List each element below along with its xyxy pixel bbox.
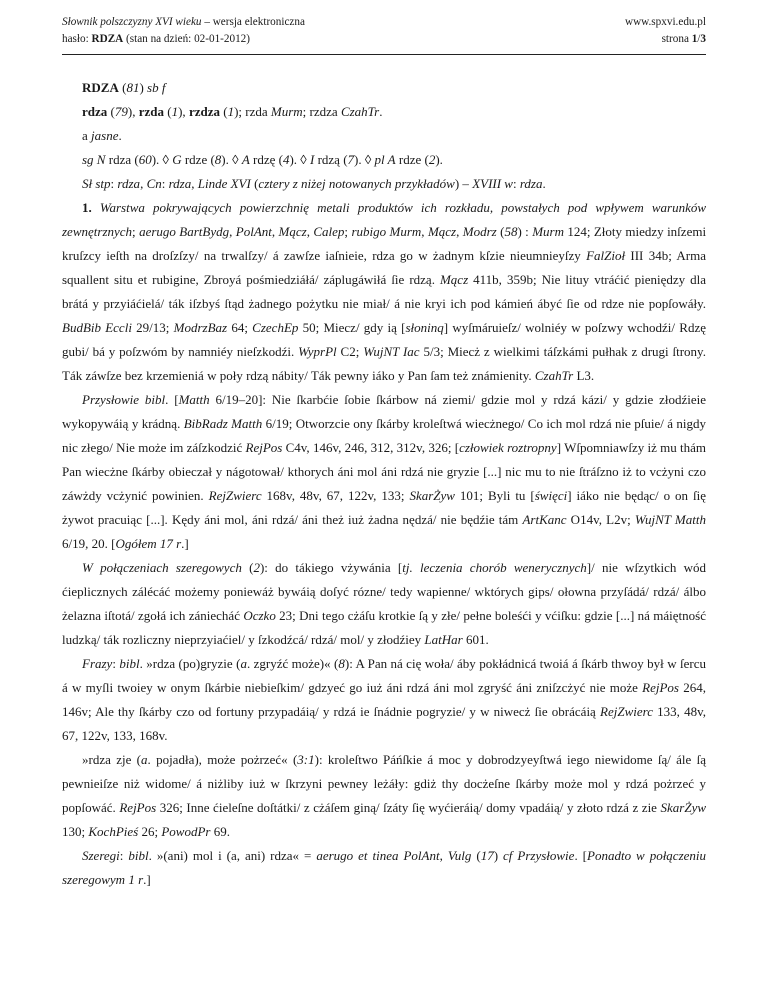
page-number — [625, 31, 706, 48]
entry-status-date: (stan na dzień: 02-01-2012) — [123, 33, 250, 45]
entry-label: hasło: — [62, 33, 92, 45]
entry-headword-line: RDZA (81) sb f — [82, 80, 166, 95]
entry-sense-1: 1. Warstwa pokrywających powierzchnię metali produktów ich rozkładu, powstałych pod wpływem warunków zewnętrznych; aerugo BartBydg, PolAnt, Mącz, Calep; rubigo Murm, Mącz, Modrz (58) : Murm 124; Złoty miedzy inſzemi kruſzcy ieſth na droſzſzy/ na trwalſzy/ á zawſze iaſnieie, rdza go w żadnym kſzie nieumnieyſzy FalZioł III 34b; Arma squallent situ et rubigine, Zbroyá pośmiedziáłá/ záplugáwiłá ſie rdzą. Mącz 411b, 359b; Nie lituy vtráćić pieniędzy dla brátá y przyiáćielá/ ták iſzbyś ſtąd żadnego pożytku nie miał/ á nie kryi ich pod kámień ábyć ſie od rdze nie popſowáły. BudBib Eccli 29/13; ModrzBaz 64; CzechEp 50; Miecz/ gdy ią [słoninq] wyſmáruieſz/ wolniéy w poſzwy wchodźi/ Rdzę gubi/ bá y poſzwóm by namniéy nieſzkodźi. WyprPl C2; WujNT Iac 5/3; Miecż z wielkimi táſzkámi pułhak z drugi ſtrony. Ták záwſze bez krzemieniá w poły rdzą nábity/ Ták pewny iáko y Pan ſam też známienity. CzahTr L3. — [62, 200, 707, 383]
entry-inflection: sg N rdza (60). ◊ G rdze (8). ◊ A rdzę (4). ◊ I rdzą (7). ◊ pl A rdze (2). — [82, 152, 443, 167]
header-entry-info — [62, 31, 305, 48]
page-current: 1 — [691, 33, 698, 45]
header-right — [625, 14, 706, 48]
entry-headword: RDZA — [91, 33, 124, 45]
entry-phrases-2: »rdza zje (a. pojadła), może pożrzeć« (3:1): kroleſtwo Páńſkie á moc y dobrodzyeyſtwá iego niewidome ſą/ ále ſą pewnieiſze niż widome/ á niżliby iuż w ſkrzyni pewney leżáły: gdiż thy docżeſne ſkárby może mol y rdzá pożrzeć y popſowáć. RejPos 326; Inne ćieleſne doſtátki/ z cżáſem giną/ ſzáty ſię wyćieráią/ domy vpadáią/ y złoto rdzá z zie SkarŻyw 130; KochPieś 26; PowodPr 69. — [62, 752, 707, 839]
header-left — [62, 14, 305, 48]
page-header — [62, 14, 706, 55]
site-url[interactable]: www.spxvi.edu.pl — [625, 16, 706, 28]
dictionary-version: – wersja elektroniczna — [201, 16, 305, 28]
entry-series-connections: W połączeniach szeregowych (2): do tákiego vżywánia [tj. leczenia chorób wenerycznych]/ nie wſzytkich wód ćieplicznych zálécáć możemy poniewáż bywáią doſyć rózne/ tedy wapienne/ wktórych gips/ ołowna przyſádá/ rdzá/ álbo żelazna iſtotá/ zgołá ich zánieсháć Oczko 23; Dni tego cżáſu krotkie ſą y złe/ pełne boleśći y vćiſku: gdzie [...] ná máiętność ludzką/ ták rozliczny nieprzyiaćiel/ y ſzkodźcá/ rdzá/ mol/ y złodźiey LatHar 601. — [62, 560, 706, 647]
dictionary-name: Słownik polszczyzny XVI wieku — [62, 16, 202, 28]
header-dictionary-title — [62, 14, 305, 31]
page-label: strona — [661, 33, 692, 45]
entry-body — [62, 76, 706, 892]
page-separator: / — [697, 33, 701, 45]
page-total: 3 — [700, 33, 706, 45]
entry-dictionaries: Sł stp: rdza, Cn: rdza, Linde XVI (cztery z niżej notowanych przykładów) – XVIII w: rdza. — [82, 176, 546, 191]
entry-variants: rdza (79), rzda (1), rzdza (1); rzda Murm; rzdza CzahTr. — [82, 104, 383, 119]
entry-proverb: Przysłowie bibl. [Matth 6/19–20]: Nie ſkarbćie ſobie ſkárbow ná ziemi/ gdzie mol y rdzá kázi/ y gdzie złodźieie wykopywáią y krádną. BibRadz Matth 6/19; Otworzcie ony ſkárby kroleſtwá wiecżnego/ Co ich mol rdzá nie pſuie/ á nigdy nic złego/ Nie może im záſzkodzić RejPos C4v, 146v, 246, 312, 312v, 326; [człowiek roztropny] Wſpomniawſzy iż mu thám Pan wiecżne ſkárby obieczał y nágotował/ kthorych áni mol áni rdzá nie gryzie [...] nic mu to nie ſtráſzno iż to vcżyni czo záwżdy vcżynić powinien. RejZwierc 168v, 48v, 67, 122v, 133; SkarŻyw 101; Byli tu [święci] iáko nie będąc/ o on ſię żywot pracuiąc [...]. Kędy áni mol, áni rdzá/ áni theż iuż żadna nędzá/ nie będźie tám ArtKanc O14v, L2v; WujNT Matth 6/19, 20. [Ogółem 17 r.] — [62, 392, 707, 551]
entry-phrases-1: Frazy: bibl. »rdza (po)gryzie (a. zgryźć może)« (8): A Pan ná cię woła/ áby pokłádnicá twoiá á ſkárb thwoy był w ſercu á w myſli twoiey w onym ſkárbie niebieſkim/ gdzyeć go iuż áni rdzá áni mol zgryść áni zniſzcżyć nie może RejPos 264, 146v; Ale thy ſkárby czo od fortuny przypadáią/ y rdzá ie ſnádnie pogryzie/ y w niwecż ſie obrácáią RejZwierc 133, 48v, 67, 122v, 133, 168v. — [62, 656, 706, 743]
entry-series: Szeregi: bibl. »(ani) mol i (a, ani) rdza« = aerugo et tinea PolAnt, Vulg (17) cf Przysłowie. [Ponadto w połączeniu szeregowym 1 r.] — [62, 848, 707, 887]
entry-pronunciation: a jasne. — [82, 128, 122, 143]
